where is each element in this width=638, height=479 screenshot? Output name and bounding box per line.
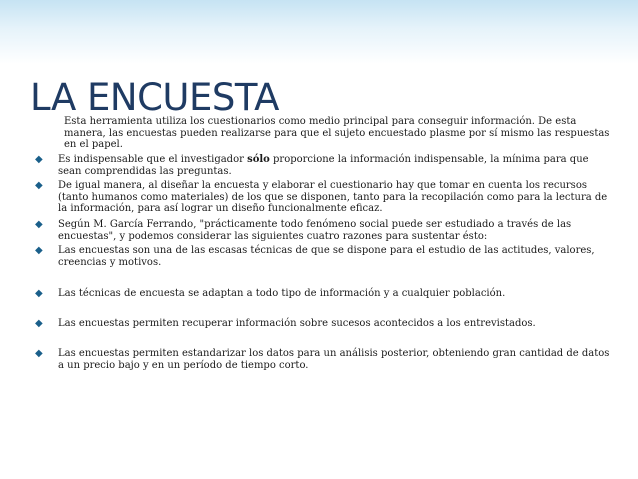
header-gradient-band (0, 0, 638, 64)
intro-paragraph (64, 116, 614, 151)
list-item: Las encuestas permiten recuperar información sobre sucesos acontecidos a los entrevistados. (58, 318, 536, 329)
list-item-text: proporcione la información indispensable, la mínima para que sean comprendidas las preguntas. (58, 154, 589, 177)
bullet-icon (35, 219, 45, 229)
list-item: Las encuestas permiten estandarizar los datos para un análisis posterior, obteniendo gran cantidad de datos a un precio bajo y en un período de tiempo corto. (58, 348, 610, 371)
list-item: Las encuestas son una de las escasas técnicas de que se dispone para el estudio de las actitudes, valores, creencias y motivos. (58, 245, 595, 268)
bullet-icon (35, 180, 45, 190)
bullet-icon (35, 348, 45, 358)
list-item: De igual manera, al diseñar la encuesta y elaborar el cuestionario hay que tomar en cuenta los recursos (tanto humanos como materiales) de los que se disponen, tanto para la recopilación como para la lectura de la información, para así lograr un diseño funcionalmente eficaz. (58, 180, 608, 214)
list-item-text: Es indispensable que el investigador (58, 154, 248, 165)
bullet-icon (35, 245, 45, 255)
list-item: Las técnicas de encuesta se adaptan a todo tipo de información y a cualquier población. (58, 288, 506, 299)
bullet-icon (35, 154, 45, 164)
list-item (58, 154, 614, 177)
list-item: Según M. García Ferrando, "prácticamente todo fenómeno social puede ser estudiado a través de las encuestas", y podemos considerar las siguientes cuatro razones para sustentar ésto: (58, 219, 572, 242)
intro-paragraph-text: Esta herramienta utiliza los cuestionarios como medio principal para conseguir información. De esta manera, las encuestas pueden realizarse para que el sujeto encuestado plasme por sí mismo las respuestas en el papel. (64, 116, 610, 150)
bullet-icon (35, 288, 45, 298)
bullet-icon (35, 318, 45, 328)
list-item-emphasis: sólo (247, 154, 270, 165)
slide-title: LA ENCUESTA (30, 76, 279, 119)
